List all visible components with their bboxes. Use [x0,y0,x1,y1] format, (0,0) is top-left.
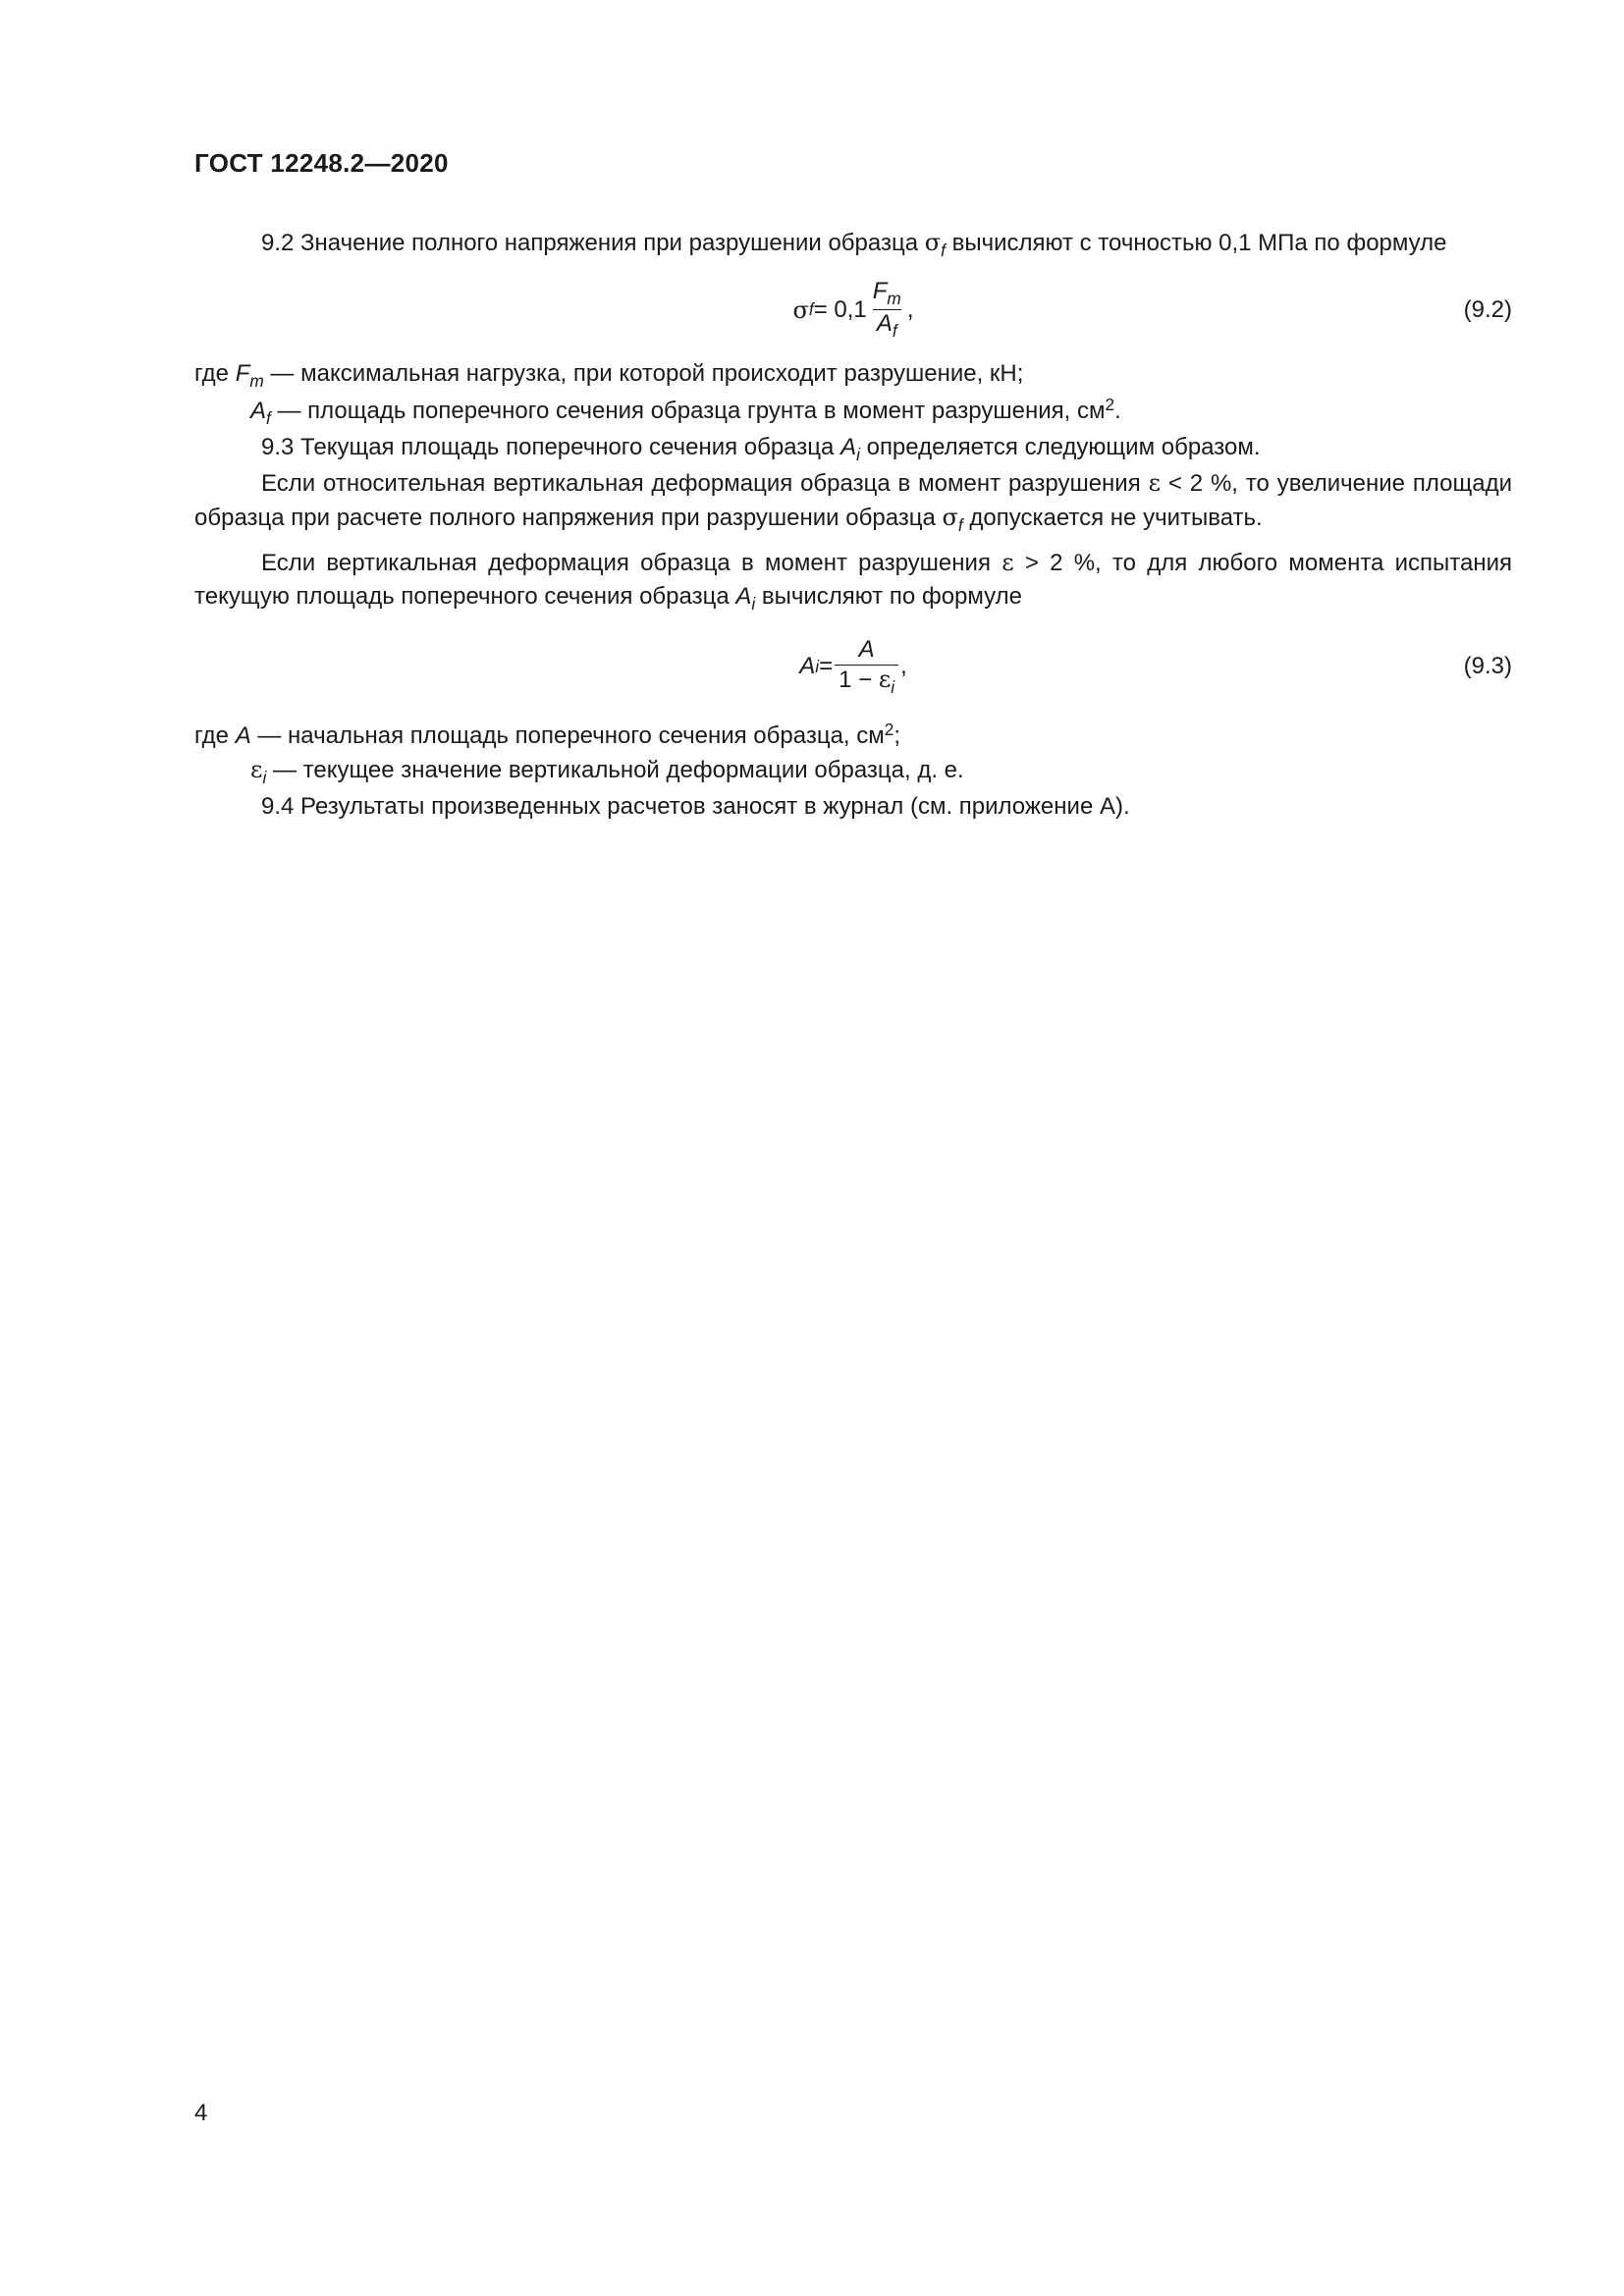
document-body [194,226,1512,824]
page-number: 4 [194,2100,208,2126]
formula-9-3 [194,615,1512,718]
legend-item-fm: где $F_m$ — максимальная нагрузка, при которой происходит разрушение, кН; [194,359,1024,391]
formula-9-3-expression: A i = $\frac{A}{1 - \varepsilon_i}$ , [799,636,907,697]
legend-item-epsilon: $\varepsilon_i$ — текущее значение вертикальной деформации образца, д. е. [250,756,964,788]
legend-item-a: где A — начальная площадь поперечного сечения образца, $см^2$; [194,720,901,750]
paragraph-9-3-condition-large: Если вертикальная деформация образца в момент разрушения ε > 2 %, то для любого момента испытания текущую площадь поперечного сечения образца $A_i$ вычисляют по формуле [194,548,1513,614]
paragraph-9-3-condition-small: Если относительная вертикальная деформация образца в момент разрушения ε < 2 %, то увеличение площади образца при расчете полного напряжения при разрушении образца $\sigma_f$ допускается не учитывать. [194,469,1512,536]
formula-9-3-fraction: $\frac{A}{1 - \varepsilon_i}$ [835,636,898,698]
formula-9-2-expression: σ f = 0,1 $\frac{F_m}{A_f}$ , [792,278,914,342]
paragraph-9-2: 9.2 Значение полного напряжения при разрушении образца $\sigma_f$ вычисляют с точностью 0,1 МПа по формуле [261,229,1447,261]
paragraph-9-4: 9.4 Результаты произведенных расчетов заносят в журнал (см. приложение А). [261,792,1130,820]
standard-header: ГОСТ 12248.2—2020 [194,148,449,178]
formula-9-2-fraction: $\frac{F_m}{A_f}$ [872,278,901,342]
formula-9-2 [194,263,1512,357]
legend-9-3 [194,718,1512,789]
equation-number-9-3: (9.3) [1463,653,1512,680]
legend-item-af: $A_f$ — площадь поперечного сечения образца грунта в момент разрушения, $см^2$. [250,395,1121,428]
equation-number-9-2: (9.2) [1463,295,1512,323]
paragraph-9-3: 9.3 Текущая площадь поперечного сечения образца $A_i$ определяется следующим образом. [261,433,1261,464]
legend-9-2 [194,357,1512,431]
